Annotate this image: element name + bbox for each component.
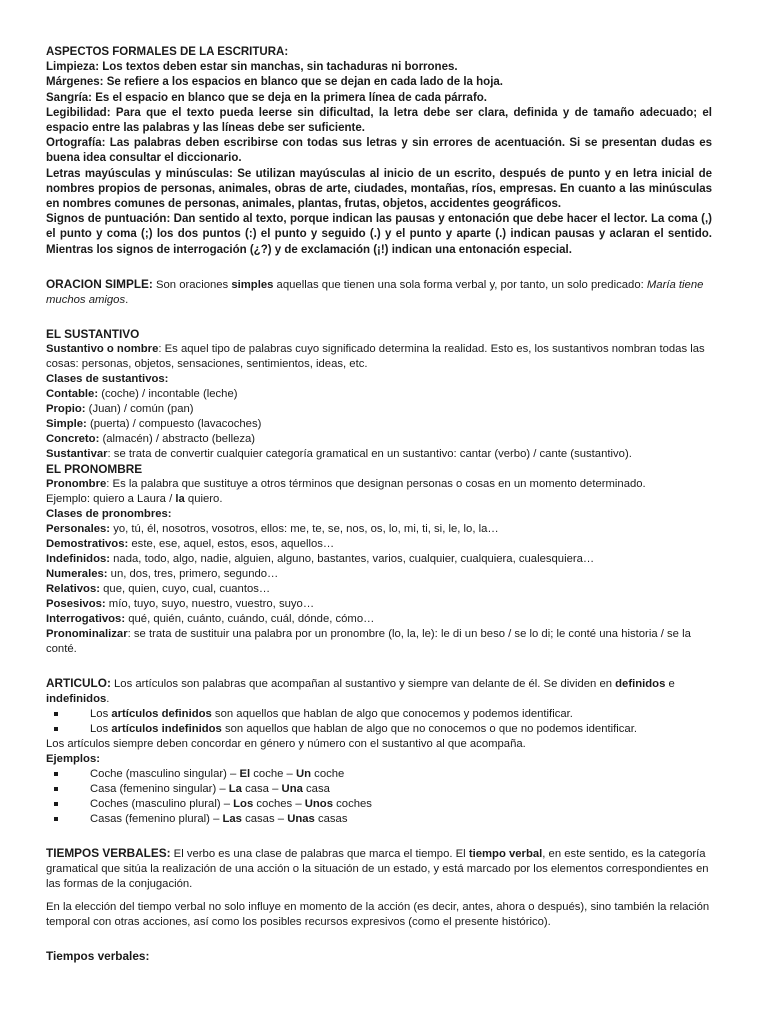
item-label: Simple: xyxy=(46,417,87,430)
tiempos-label: TIEMPOS VERBALES: xyxy=(46,845,171,860)
example-bold: La xyxy=(228,782,242,795)
item-label: Relativos: xyxy=(46,582,100,595)
example-text: coches – xyxy=(253,797,305,810)
pronombre-item xyxy=(46,522,712,537)
item-text: que, quien, cuyo, cual, cuantos… xyxy=(100,582,271,595)
item-text: (Juan) / común (pan) xyxy=(85,402,194,415)
example-bold: la xyxy=(175,492,185,505)
item-text: (puerta) / compuesto (lavacoches) xyxy=(86,417,262,430)
item-label: Propio: xyxy=(46,402,86,415)
bullet-text: Los xyxy=(90,707,112,720)
example-text: Coches (masculino plural) – xyxy=(90,797,234,810)
example-bold: Los xyxy=(233,797,254,810)
list-item xyxy=(46,797,712,812)
example-text: coches xyxy=(333,797,372,810)
pronombre-item xyxy=(46,597,712,612)
articulo-text: . xyxy=(106,692,110,705)
formal-line: Ortografía: Las palabras deben escribirse con todas sus letras y sin errores de acentuación. Si se presentan dudas es buena idea consultar el diccionario. xyxy=(46,137,712,165)
item-text: nada, todo, algo, nadie, alguien, alguno, bastantes, varios, cualquier, cualquiera, cualesquiera… xyxy=(110,552,595,565)
pronombre-example xyxy=(46,492,712,507)
example-bold: Unas xyxy=(287,812,315,825)
item-label: Numerales: xyxy=(46,567,108,580)
articulo-intro xyxy=(46,676,712,707)
formal-aspects-section xyxy=(46,45,712,258)
example-text: casas – xyxy=(241,812,288,825)
sustantivo-item xyxy=(46,432,712,447)
bullet-text: son aquellos que hablan de algo que conocemos y podemos identificar. xyxy=(211,707,573,720)
item-text: yo, tú, él, nosotros, vosotros, ellos: me, te, se, nos, os, lo, mi, ti, si, le, lo, la… xyxy=(110,522,499,535)
bullet-text: Los xyxy=(90,722,112,735)
document-page xyxy=(46,45,712,964)
item-label: Posesivos: xyxy=(46,597,106,610)
item-text: un, dos, tres, primero, segundo… xyxy=(107,567,279,580)
articulo-examples-list xyxy=(46,767,712,827)
formal-line: Signos de puntuación: Dan sentido al texto, porque indican las pausas y entonación que debe hacer el lector. La coma (,) el punto y coma (;) los dos puntos (:) el punto y seguido (.) y el punto y aparte (.) indican pausas y aclaran el sentido. Mientras los signos de interrogación (¿?) y de exclamación (¡!) indican una entonación especial. xyxy=(46,213,712,256)
item-text: (coche) / incontable (leche) xyxy=(98,387,238,400)
item-text: este, ese, aquel, estos, esos, aquellos… xyxy=(128,537,335,550)
item-label: Concreto: xyxy=(46,432,100,445)
pronombre-item xyxy=(46,612,712,627)
sustantivo-def-text: : Es aquel tipo de palabras cuyo significado determina la realidad. Esto es, los sustantivos nombran todas las cosas: personas, objetos, sensaciones, sentimientos, ideas, etc. xyxy=(46,342,705,370)
example-text: Casas (femenino plural) – xyxy=(90,812,223,825)
articulo-indefinidos: indefinidos xyxy=(46,692,107,705)
example-text: coche xyxy=(311,767,345,780)
formal-line: Sangría: Es el espacio en blanco que se deja en la primera línea de cada párrafo. xyxy=(46,91,488,104)
articulo-concord: Los artículos siempre deben concordar en género y número con el sustantivo al que acompaña. xyxy=(46,737,526,750)
example-bold: Una xyxy=(281,782,303,795)
example-text: casa xyxy=(302,782,330,795)
pronombre-item xyxy=(46,582,712,597)
example-text: Casa (femenino singular) – xyxy=(90,782,229,795)
bullet-bold: artículos indefinidos xyxy=(111,722,222,735)
formal-line: Letras mayúsculas y minúsculas: Se utilizan mayúsculas al inicio de un escrito, después de punto y en letra inicial de nombres propios de personas, animales, obras de arte, ciudades, montañas, ríos, empresas. En cuanto a las minúsculas en nombres comunes de personas, animales, plantas, frutas, objetos, accidentes geográficos. xyxy=(46,167,712,211)
sustantivo-item xyxy=(46,447,712,462)
pronombre-item xyxy=(46,537,712,552)
item-text: : se trata de sustituir una palabra por un pronombre (lo, la, le): le di un beso / se lo di; le conté una historia / se la conté. xyxy=(46,627,691,655)
item-label: Indefinidos: xyxy=(46,552,111,565)
item-label: Contable: xyxy=(46,387,99,400)
formal-line: Legibilidad: Para que el texto pueda leerse sin dificultad, la letra debe ser clara, definida y de tamaño adecuado; el espacio entre las palabras y las líneas debe ser suficiente. xyxy=(46,106,712,135)
articulo-text: e xyxy=(665,677,675,690)
tiempos-bold: tiempo verbal xyxy=(468,847,543,860)
list-item xyxy=(46,722,712,737)
example-text: casas xyxy=(314,812,348,825)
item-label: Demostrativos: xyxy=(46,537,129,550)
formal-line: Márgenes: Se refiere a los espacios en blanco que se dejan en cada lado de la hoja. xyxy=(46,76,503,89)
item-text: mío, tuyo, suyo, nuestro, vuestro, suyo… xyxy=(105,597,315,610)
sustantivo-definition xyxy=(46,342,712,372)
oracion-simple-paragraph xyxy=(46,277,712,308)
pronombre-definition xyxy=(46,477,712,492)
sustantivo-heading: EL SUSTANTIVO xyxy=(46,326,140,341)
pronombre-heading: EL PRONOMBRE xyxy=(46,461,143,476)
oracion-example-end: . xyxy=(125,293,129,306)
articulo-text: Los artículos son palabras que acompañan al sustantivo y siempre van delante de él. Se dividen en xyxy=(110,677,616,690)
ejemplos-label: Ejemplos: xyxy=(46,752,100,765)
item-label: Interrogativos: xyxy=(46,612,126,625)
bullet-bold: artículos definidos xyxy=(111,707,212,720)
example-bold: Un xyxy=(295,767,312,780)
list-item xyxy=(46,767,712,782)
sustantivo-item xyxy=(46,417,712,432)
oracion-strong: simples xyxy=(231,278,274,291)
item-text: (almacén) / abstracto (belleza) xyxy=(99,432,256,445)
example-text: coche – xyxy=(250,767,296,780)
oracion-text: aquellas que tienen una sola forma verbal y, por tanto, un solo predicado: xyxy=(273,278,647,291)
bullet-text: son aquellos que hablan de algo que no conocemos o que no podemos identificar. xyxy=(221,722,637,735)
example-text: Coche (masculino singular) – xyxy=(90,767,240,780)
pronombre-clases-label: Clases de pronombres: xyxy=(46,507,172,520)
item-label: Sustantivar xyxy=(46,447,108,460)
sustantivo-clases-label: Clases de sustantivos: xyxy=(46,372,169,385)
oracion-example: María tiene muchos amigos xyxy=(46,278,704,306)
example-bold: Las xyxy=(222,812,242,825)
oracion-simple-label: ORACION SIMPLE: xyxy=(46,276,153,291)
articulo-definidos: definidos xyxy=(615,677,666,690)
example-text: casa – xyxy=(241,782,282,795)
sustantivo-item xyxy=(46,402,712,417)
tiempos-text: El verbo es una clase de palabras que marca el tiempo. El xyxy=(170,847,469,860)
articulo-types-list xyxy=(46,707,712,737)
item-text: qué, quién, cuánto, cuándo, cuál, dónde, cómo… xyxy=(125,612,375,625)
formal-title: ASPECTOS FORMALES DE LA ESCRITURA: xyxy=(46,46,289,58)
example-text: Ejemplo: quiero a Laura / xyxy=(46,492,176,505)
tiempos-paragraph-1 xyxy=(46,846,712,892)
tiempos-subheading: Tiempos verbales: xyxy=(46,948,150,963)
pronombre-item xyxy=(46,567,712,582)
list-item xyxy=(46,812,712,827)
articulo-label: ARTICULO: xyxy=(46,675,111,690)
list-item xyxy=(46,782,712,797)
item-text: : se trata de convertir cualquier categoría gramatical en un sustantivo: cantar (verbo) / cante (sustantivo). xyxy=(107,447,632,460)
list-item xyxy=(46,707,712,722)
item-label: Personales: xyxy=(46,522,111,535)
tiempos-text: , en este sentido, es la categoría gramatical que sitúa la realización de una acción o la situación de un estado, y está marcado por los elementos correspondientes en las formas de la conjugación. xyxy=(46,847,709,890)
oracion-text: Son oraciones xyxy=(152,278,232,291)
sustantivo-item xyxy=(46,387,712,402)
tiempos-paragraph-2: En la elección del tiempo verbal no solo influye en momento de la acción (es decir, antes, ahora o después), sino también la relación temporal con otras acciones, así como los posibles recursos expresivos (como el presente histórico). xyxy=(46,900,710,928)
pronombre-item xyxy=(46,552,712,567)
formal-line: Limpieza: Los textos deben estar sin manchas, sin tachaduras ni borrones. xyxy=(46,61,458,74)
sustantivo-def-label: Sustantivo o nombre xyxy=(46,342,159,355)
example-bold: El xyxy=(239,767,251,780)
example-bold: Unos xyxy=(304,797,333,810)
pronombre-item xyxy=(46,627,712,657)
pronombre-def-label: Pronombre xyxy=(46,477,107,490)
example-text: quiero. xyxy=(184,492,223,505)
item-label: Pronominalizar xyxy=(46,627,128,640)
pronombre-def-text: : Es la palabra que sustituye a otros términos que designan personas o cosas en un momento determinado. xyxy=(106,477,646,490)
